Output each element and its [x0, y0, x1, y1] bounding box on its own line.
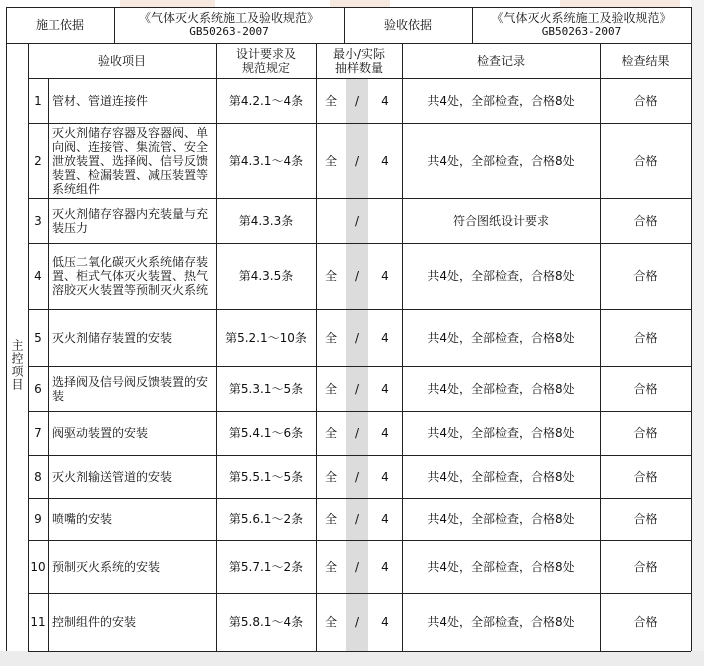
row-number: 5 — [34, 330, 42, 345]
row-check-record: 共4处，全部检查，合格8处 — [427, 426, 575, 440]
row-number: 10 — [30, 559, 46, 574]
row-sample-separator: / — [354, 330, 360, 345]
top-band-cell — [330, 0, 390, 7]
acceptance-basis-title: 《气体灭火系统施工及验收规范》 — [491, 11, 672, 25]
construction-basis-code: GB50263-2007 — [189, 25, 269, 38]
row-check-result: 合格 — [633, 153, 658, 168]
row-item-name: 喷嘴的安装 — [52, 512, 113, 526]
row-check-result: 合格 — [633, 213, 658, 228]
row-spec-clause: 第4.3.5条 — [238, 269, 294, 283]
row-check-result: 合格 — [633, 559, 658, 574]
sheet-right-margin — [691, 0, 704, 651]
row-check-result: 合格 — [633, 330, 658, 345]
col-header-spec-line1: 设计要求及 — [235, 47, 296, 61]
row-check-record: 共4处，全部检查，合格8处 — [427, 559, 575, 574]
col-header-spec-line2: 规范规定 — [241, 61, 290, 75]
row-actual-sample: 4 — [381, 615, 389, 629]
row-min-sample: 全 — [324, 426, 337, 440]
row-actual-sample: 4 — [381, 469, 389, 484]
row-sample-separator: / — [354, 93, 360, 108]
row-spec-clause: 第5.4.1～6条 — [228, 426, 304, 440]
row-sample-separator: / — [354, 381, 360, 396]
row-actual-sample: 4 — [381, 330, 389, 345]
row-spec-clause: 第5.5.1～5条 — [228, 469, 304, 484]
row-item-name: 灭火剂储存装置的安装 — [52, 330, 173, 345]
col-header-item: 验收项目 — [97, 54, 146, 68]
acceptance-basis-value — [472, 8, 691, 42]
row-spec-clause: 第5.6.1～2条 — [228, 512, 304, 526]
row-number: 6 — [34, 381, 42, 396]
row-min-sample: 全 — [324, 269, 337, 283]
row-check-result: 合格 — [633, 381, 658, 396]
row-check-record: 共4处，全部检查，合格8处 — [427, 615, 575, 629]
row-min-sample: 全 — [324, 559, 337, 574]
row-item-name: 阀驱动装置的安装 — [52, 426, 149, 440]
col-header-sample-line2: 抽样数量 — [334, 61, 383, 75]
row-actual-sample: 4 — [381, 559, 389, 574]
row-actual-sample: 4 — [381, 381, 389, 396]
construction-basis-value — [114, 8, 344, 42]
row-actual-sample: 4 — [381, 512, 389, 526]
row-min-sample: 全 — [324, 469, 337, 484]
row-actual-sample — [368, 198, 402, 243]
construction-basis-label: 施工依据 — [35, 18, 84, 32]
row-number: 1 — [34, 93, 42, 108]
row-item-name: 控制组件的安装 — [52, 615, 137, 629]
row-min-sample: 全 — [324, 93, 337, 108]
row-spec-clause: 第4.2.1～4条 — [228, 93, 304, 108]
row-actual-sample: 4 — [381, 426, 389, 440]
row-spec-clause: 第4.3.3条 — [238, 213, 294, 228]
row-number: 4 — [34, 269, 42, 283]
col-header-sample — [316, 44, 402, 78]
row-check-record: 共4处，全部检查，合格8处 — [427, 469, 575, 484]
row-spec-clause: 第5.3.1～5条 — [228, 381, 304, 396]
acceptance-basis-code: GB50263-2007 — [541, 25, 622, 38]
row-spec-clause: 第4.3.1～4条 — [228, 153, 304, 168]
row-check-record: 共4处，全部检查，合格8处 — [427, 381, 575, 396]
row-check-result: 合格 — [633, 469, 658, 484]
row-item-name: 选择阀及信号阀反馈装置的安装 — [52, 374, 209, 403]
row-min-sample: 全 — [324, 512, 337, 526]
row-item-name: 灭火剂储存容器及容器阀、单向阀、连接管、集流管、安全泄放装置、选择阀、信号反馈装置、检漏装置、减压装置等系统组件 — [52, 125, 209, 196]
group-label-main-control: 主控项目 — [10, 338, 24, 391]
row-check-record: 共4处，全部检查，合格8处 — [427, 153, 575, 168]
row-number: 2 — [34, 153, 42, 168]
row-sample-separator: / — [354, 469, 360, 484]
row-number: 9 — [34, 512, 42, 526]
top-band-cell — [120, 0, 215, 7]
row-check-record: 符合图纸设计要求 — [452, 213, 549, 228]
row-sample-separator: / — [354, 615, 360, 629]
row-spec-clause: 第5.8.1～4条 — [228, 615, 304, 629]
row-actual-sample: 4 — [381, 93, 389, 108]
row-sample-separator: / — [354, 269, 360, 283]
row-check-record: 共4处，全部检查，合格8处 — [427, 269, 575, 283]
top-band-cell — [560, 0, 680, 7]
row-check-record: 共4处，全部检查，合格8处 — [427, 93, 575, 108]
row-item-name: 灭火剂输送管道的安装 — [52, 469, 173, 484]
row-spec-clause: 第5.2.1～10条 — [225, 330, 307, 345]
row-number: 7 — [34, 426, 42, 440]
row-sample-separator: / — [354, 426, 360, 440]
row-min-sample — [316, 198, 346, 243]
acceptance-basis-label: 验收依据 — [383, 18, 432, 32]
row-spec-clause: 第5.7.1～2条 — [228, 559, 304, 574]
row-min-sample: 全 — [324, 153, 337, 168]
col-header-record: 检查记录 — [476, 54, 525, 68]
row-sample-separator: / — [354, 512, 360, 526]
row-actual-sample: 4 — [381, 153, 389, 168]
row-check-result: 合格 — [633, 93, 658, 108]
row-item-name: 预制灭火系统的安装 — [52, 559, 161, 574]
row-item-name: 管材、管道连接件 — [52, 93, 149, 108]
row-check-result: 合格 — [633, 615, 658, 629]
construction-basis-title: 《气体灭火系统施工及验收规范》 — [138, 11, 319, 25]
row-item-name: 低压二氧化碳灭火系统储存装置、柜式气体灭火装置、热气溶胶灭火装置等预制灭火系统 — [52, 255, 209, 297]
row-min-sample: 全 — [324, 615, 337, 629]
row-check-record: 共4处，全部检查，合格8处 — [427, 330, 575, 345]
col-header-result: 检查结果 — [621, 54, 670, 68]
sheet-bottom-margin — [0, 651, 704, 666]
row-check-result: 合格 — [633, 512, 658, 526]
row-number: 8 — [34, 469, 42, 484]
col-header-spec — [216, 44, 316, 78]
row-check-result: 合格 — [633, 426, 658, 440]
col-header-sample-line1: 最小/实际 — [332, 47, 386, 61]
row-min-sample: 全 — [324, 330, 337, 345]
row-number: 11 — [30, 615, 46, 629]
row-item-name: 灭火剂储存容器内充装量与充装压力 — [52, 206, 209, 235]
row-number: 3 — [34, 213, 42, 228]
row-sample-separator: / — [354, 153, 360, 168]
row-min-sample: 全 — [324, 381, 337, 396]
row-sample-separator: / — [354, 559, 360, 574]
row-check-result: 合格 — [633, 269, 658, 283]
row-check-record: 共4处，全部检查，合格8处 — [427, 512, 575, 526]
row-actual-sample: 4 — [381, 269, 389, 283]
row-sample-separator: / — [354, 213, 360, 228]
